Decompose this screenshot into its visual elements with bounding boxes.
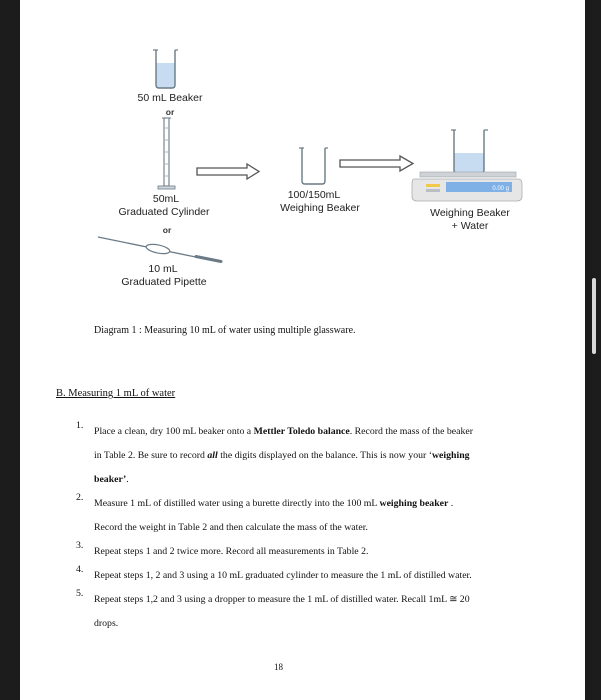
balance-icon: [412, 172, 522, 201]
step-number: 5.: [76, 588, 84, 599]
step-number: 2.: [76, 492, 84, 503]
water-beaker-label: Weighing Beaker: [430, 207, 510, 219]
section-title: B. Measuring 1 mL of water: [56, 388, 176, 399]
instruction-list: [58, 420, 508, 636]
or-label: or: [165, 107, 175, 117]
weighing-volume-label: 100/150mL: [287, 189, 341, 201]
arrow-right-icon: [340, 156, 413, 171]
beaker-50ml-icon: [153, 50, 178, 88]
step-number: 1.: [76, 420, 84, 431]
step-line: beaker’.: [94, 474, 129, 485]
glassware-diagram: [0, 0, 601, 320]
step-number: 3.: [76, 540, 84, 551]
pipette-volume-label: 10 mL: [148, 263, 178, 275]
list-item: [58, 588, 508, 636]
cylinder-name-label: Graduated Cylinder: [118, 206, 210, 218]
water-beaker-sublabel: + Water: [451, 220, 489, 232]
beaker-50-label: 50 mL Beaker: [137, 92, 203, 104]
list-item: [58, 564, 508, 588]
list-item: [58, 492, 508, 540]
step-line: Measure 1 mL of distilled water using a burette directly into the 100 mL weighing beaker .: [94, 498, 454, 509]
weighing-beaker-water-icon: [451, 130, 488, 173]
graduated-pipette-icon: [98, 237, 221, 262]
step-line: Repeat steps 1 and 2 twice more. Record all measurements in Table 2.: [94, 546, 369, 557]
step-line: Repeat steps 1,2 and 3 using a dropper to measure the 1 mL of distilled water. Recall 1mL ≅ 20: [94, 594, 470, 605]
weighing-beaker-icon: [299, 148, 328, 184]
pipette-name-label: Graduated Pipette: [121, 276, 207, 288]
step-line: Repeat steps 1, 2 and 3 using a 10 mL graduated cylinder to measure the 1 mL of distilled water.: [94, 570, 472, 581]
arrow-right-icon: [197, 164, 259, 179]
step-line: Record the weight in Table 2 and then calculate the mass of the water.: [94, 522, 368, 533]
diagram-caption: Diagram 1 : Measuring 10 mL of water using multiple glassware.: [94, 325, 356, 336]
step-line: in Table 2. Be sure to record all the digits displayed on the balance. This is now your ‘weighing: [94, 450, 470, 461]
list-item: [58, 420, 508, 492]
balance-display-readout: 0.00 g: [492, 186, 509, 192]
list-item: [58, 540, 508, 564]
page-number: 18: [274, 662, 283, 672]
step-number: 4.: [76, 564, 84, 575]
or-label: or: [162, 225, 172, 235]
weighing-name-label: Weighing Beaker: [280, 202, 360, 214]
step-line: Place a clean, dry 100 mL beaker onto a Mettler Toledo balance. Record the mass of the beaker: [94, 426, 473, 437]
step-line: drops.: [94, 618, 119, 629]
graduated-cylinder-icon: [158, 118, 175, 189]
cylinder-volume-label: 50mL: [152, 193, 180, 205]
